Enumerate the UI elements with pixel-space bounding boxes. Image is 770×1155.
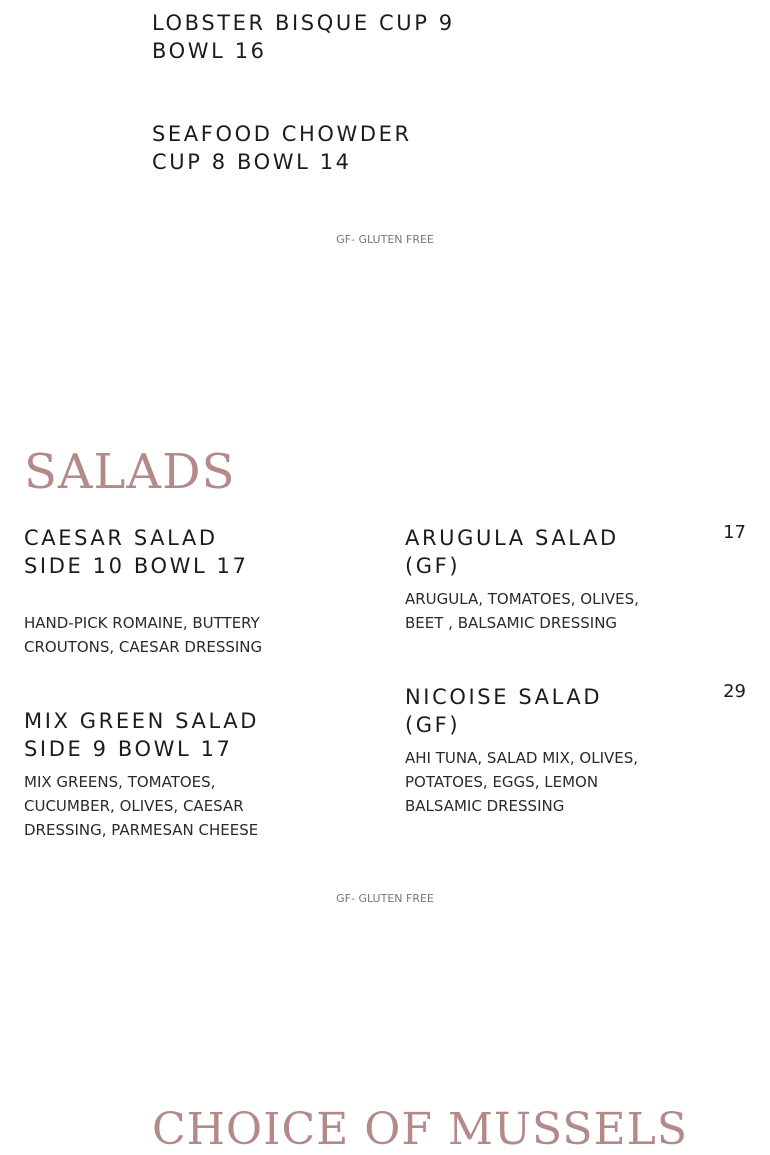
menu-item-description: [405, 587, 705, 635]
menu-item-nicoise-salad: [405, 683, 665, 739]
description-line: CUCUMBER, OLIVES, CAESAR: [24, 797, 244, 815]
section-heading-salads: SALADS: [24, 444, 236, 500]
description-line: BALSAMIC DRESSING: [405, 797, 565, 815]
description-line: HAND-PICK ROMAINE, BUTTERY: [24, 614, 260, 632]
menu-item-description: [405, 746, 705, 818]
item-title: ARUGULA SALAD: [405, 526, 619, 550]
item-title: BOWL 16: [152, 39, 267, 63]
menu-item-description: [24, 770, 354, 842]
description-line: DRESSING, PARMESAN CHEESE: [24, 821, 259, 839]
menu-item-mix-green-salad: [24, 707, 354, 763]
item-title: CAESAR SALAD: [24, 526, 218, 550]
item-title: MIX GREEN SALAD: [24, 709, 259, 733]
description-line: BEET , BALSAMIC DRESSING: [405, 614, 618, 632]
menu-item-description: [24, 611, 354, 659]
menu-item-lobster-bisque: [152, 9, 455, 65]
item-price: 17: [723, 522, 746, 543]
gluten-free-note: GF- GLUTEN FREE: [336, 233, 434, 246]
gluten-free-note: GF- GLUTEN FREE: [336, 892, 434, 905]
description-line: MIX GREENS, TOMATOES,: [24, 773, 216, 791]
description-line: POTATOES, EGGS, LEMON: [405, 773, 599, 791]
description-line: ARUGULA, TOMATOES, OLIVES,: [405, 590, 639, 608]
description-line: CROUTONS, CAESAR DRESSING: [24, 638, 263, 656]
item-title: SEAFOOD CHOWDER: [152, 122, 412, 146]
description-line: AHI TUNA, SALAD MIX, OLIVES,: [405, 749, 639, 767]
item-title: SIDE 9 BOWL 17: [24, 737, 233, 761]
item-title: CUP 8 BOWL 14: [152, 150, 352, 174]
menu-item-caesar-salad: [24, 524, 354, 580]
item-title: LOBSTER BISQUE CUP 9: [152, 11, 455, 35]
menu-item-arugula-salad: [405, 524, 665, 580]
item-title: SIDE 10 BOWL 17: [24, 554, 249, 578]
item-title: (GF): [405, 554, 461, 578]
item-price: 29: [723, 681, 746, 702]
item-title: (GF): [405, 713, 461, 737]
section-heading-mussels: CHOICE OF MUSSELS: [152, 1104, 688, 1155]
menu-item-seafood-chowder: [152, 120, 412, 176]
item-title: NICOISE SALAD: [405, 685, 603, 709]
